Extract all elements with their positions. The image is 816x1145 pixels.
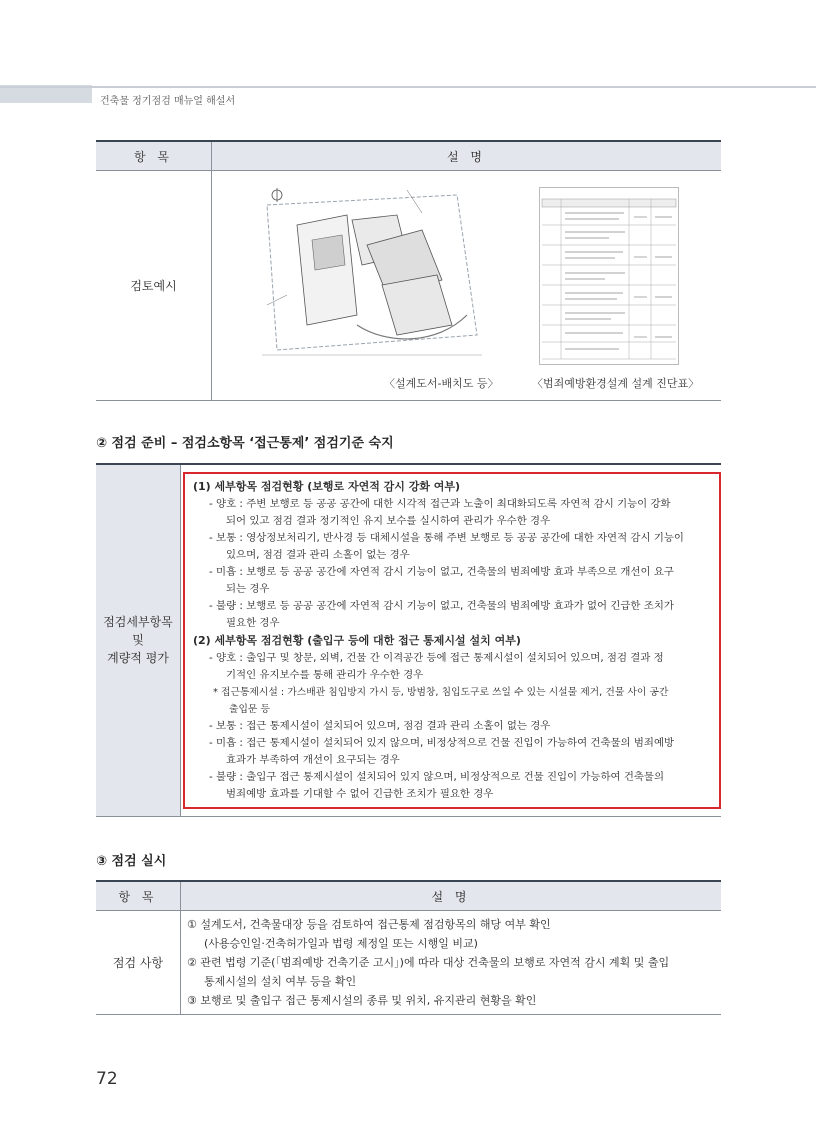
highlighted-criteria-box (183, 472, 721, 809)
inspection-step-3: ③ 보행로 및 출입구 접근 통제시설의 종류 및 위치, 유지관리 현황을 확인 (187, 994, 537, 1007)
inspection-cell (181, 911, 722, 1015)
row-label-line-1: 점검세부항목 (103, 615, 173, 630)
inspection-step-1: ① 설계도서, 건축물대장 등을 검토하여 접근통제 점검항목의 해당 여부 확인 (187, 918, 551, 931)
example-figures-cell (212, 171, 722, 401)
sub-item-1-title: (1) 세부항목 점검현황 (보행로 자연적 감시 강화 여부) (193, 479, 461, 493)
sub2-good-line: - 양호 : 출입구 및 창문, 외벽, 건물 간 이격공간 등에 접근 통제시설이 설치되어 있으며, 점검 결과 정 (209, 651, 664, 664)
header-description: 설 명 (212, 141, 722, 171)
page-number: 72 (96, 1069, 118, 1089)
row-label-line-2: 및 (132, 633, 144, 648)
sub1-good-cont: 되어 있고 점검 결과 정기적인 유지 보수를 실시하여 관리가 우수한 경우 (226, 514, 551, 527)
sub1-bad-line: - 불량 : 보행로 등 공공 공간에 자연적 감시 기능이 없고, 건축물의 범죄예방 효과가 없어 긴급한 조치가 (209, 599, 674, 612)
sub2-bad-line: - 불량 : 출입구 접근 통제시설이 설치되어 있지 않으며, 비정상적으로 건물 진입이 가능하여 건축물의 (209, 770, 664, 783)
example-table (96, 140, 721, 401)
caption-design-checklist: 〈범죄예방환경설계 설계 진단표〉 (532, 377, 700, 390)
sub2-footnote-cont: 출입문 등 (229, 703, 270, 715)
criteria-row-label (96, 464, 181, 816)
row-label-inspection: 점검 사항 (96, 911, 181, 1015)
criteria-table (96, 463, 721, 817)
sub1-bad-cont: 필요한 경우 (226, 616, 280, 629)
sub2-poor-line: - 미흡 : 접근 통제시설이 설치되어 있지 않으며, 비정상적으로 건물 진입이 가능하여 건축물의 범죄예방 (209, 736, 675, 749)
caption-site-plan: 〈설계도서-배치도 등〉 (384, 377, 499, 390)
design-checklist-thumbnail (539, 187, 679, 365)
inspection-step-2-cont: 통제시설의 설치 여부 등을 확인 (204, 975, 357, 988)
sub1-poor-cont: 되는 경우 (226, 582, 270, 595)
section-3-title: ③ 점검 실시 (96, 854, 167, 869)
sub2-bad-cont: 범죄예방 효과를 기대할 수 없어 긴급한 조치가 필요한 경우 (226, 787, 494, 800)
header-rule (0, 86, 816, 88)
top-blank-area (0, 0, 816, 82)
sub2-normal-line: - 보통 : 접근 통제시설이 설치되어 있으며, 점검 결과 관리 소홀이 없는 경우 (209, 719, 551, 732)
criteria-cell (181, 464, 722, 816)
sub2-poor-cont: 효과가 부족하여 개선이 요구되는 경우 (226, 753, 400, 766)
sub1-normal-line: - 보통 : 영상정보처리기, 반사경 등 대체시설을 통해 주변 보행로 등 공공 공간에 대한 자연적 감시 기능이 (209, 531, 684, 544)
row-label-line-3: 계량적 평가 (107, 651, 169, 666)
inspection-step-2: ② 관련 법령 기준(「범죄예방 건축기준 고시」)에 따라 대상 건축물의 보행로 자연적 감시 계획 및 출입 (187, 956, 670, 969)
sub2-footnote: * 접근통제시설 : 가스배관 침입방지 가시 등, 방범창, 침입도구로 쓰일 수 있는 시설물 제거, 건물 사이 공간 (213, 686, 669, 698)
sub2-good-cont: 기적인 유지보수를 통해 관리가 우수한 경우 (226, 668, 424, 681)
running-header: 건축물 정기점검 매뉴얼 해설서 (100, 96, 236, 107)
inspection-step-1-note: (사용승인일·건축허가일과 법령 제정일 또는 시행일 비교) (204, 937, 478, 950)
inspection-table (96, 880, 721, 1015)
section-2-title: ② 점검 준비 – 점검소항목 ‘접근통제’ 점검기준 숙지 (96, 436, 394, 451)
sub1-normal-cont: 있으며, 점검 결과 관리 소홀이 없는 경우 (226, 548, 410, 561)
header-item-3: 항 목 (96, 881, 181, 911)
sub1-good-line: - 양호 : 주변 보행로 등 공공 공간에 대한 시각적 접근과 노출이 최대화되도록 자연적 감시 기능이 강화 (209, 497, 671, 510)
site-plan-drawing (257, 185, 487, 365)
sub1-poor-line: - 미흡 : 보행로 등 공공 공간에 자연적 감시 기능이 없고, 건축물의 범죄예방 효과 부족으로 개선이 요구 (209, 565, 674, 578)
sub-item-2-title: (2) 세부항목 점검현황 (출입구 등에 대한 접근 통제시설 설치 여부) (193, 633, 521, 647)
header-description-3: 설 명 (181, 881, 722, 911)
header-item: 항 목 (96, 141, 212, 171)
row-label-review-example: 검토예시 (96, 171, 212, 401)
